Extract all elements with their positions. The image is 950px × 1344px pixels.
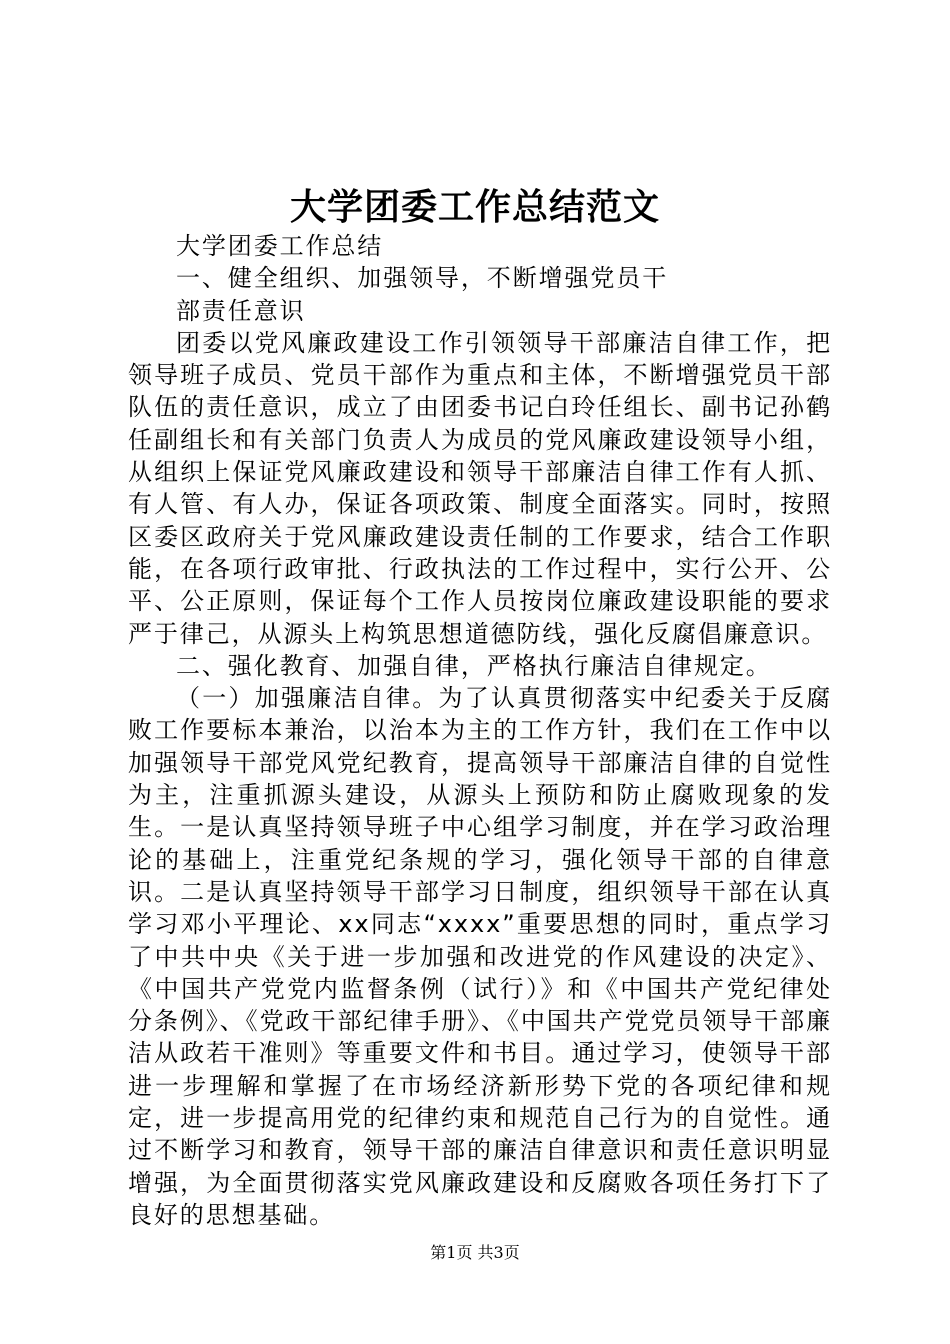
- document-title: 大学团委工作总结范文: [289, 186, 660, 228]
- page-footer: 第1页 共3页: [430, 1243, 520, 1262]
- section2-paragraph: （一）加强廉洁自律。为了认真贯彻落实中纪委关于反腐败工作要标本兼治，以治本为主的工作方针，我们在工作中以加强领导干部党风党纪教育，提高领导干部廉洁自律的自觉性为主，注重抓源头建设，从源头上预防和防止腐败现象的发生。一是认真坚持领导班子中心组学习制度，并在学习政治理论的基础上，注重党纪条规的学习，强化领导干部的自律意识。二是认真坚持领导干部学习日制度，组织领导干部在认真学习邓小平理论、xx同志“xxxx”重要思想的同时，重点学习了中共中央《关于进一步加强和改进党的作风建设的决定》、《中国共产党党内监督条例（试行）》和《中国共产党纪律处分条例》、《党政干部纪律手册》、《中国共产党党员领导干部廉洁从政若干准则》等重要文件和书目。通过学习，使领导干部进一步理解和掌握了在市场经济新形势下党的各项纪律和规定，进一步提高用党的纪律约束和规范自己行为的自觉性。通过不断学习和教育，领导干部的廉洁自律意识和责任意识明显增强，为全面贯彻落实党风廉政建设和反腐败各项任务打下了良好的思想基础。: [128, 684, 832, 1229]
- section1-paragraph: 团委以党风廉政建设工作引领领导干部廉洁自律工作，把领导班子成员、党员干部作为重点和主体，不断增强党员干部队伍的责任意识，成立了由团委书记白玲任组长、副书记孙鹤任副组长和有关部门负责人为成员的党风廉政建设领导小组，从组织上保证党风廉政建设和领导干部廉洁自律工作有人抓、有人管、有人办，保证各项政策、制度全面落实。同时，按照区委区政府关于党风廉政建设责任制的工作要求，结合工作职能，在各项行政审批、行政执法的工作过程中，实行公开、公平、公正原则，保证每个工作人员按岗位廉政建设职能的要求严于律己，从源头上构筑思想道德防线，强化反腐倡廉意识。: [128, 328, 832, 648]
- section1-heading-line2: 部责任意识: [176, 296, 306, 325]
- document-subtitle: 大学团委工作总结: [176, 232, 384, 260]
- section1-heading-line1: 一、健全组织、加强领导，不断增强党员干: [176, 264, 669, 293]
- document-body: [128, 230, 832, 1231]
- section2-heading: 二、强化教育、加强自律，严格执行廉洁自律规定。: [176, 651, 772, 680]
